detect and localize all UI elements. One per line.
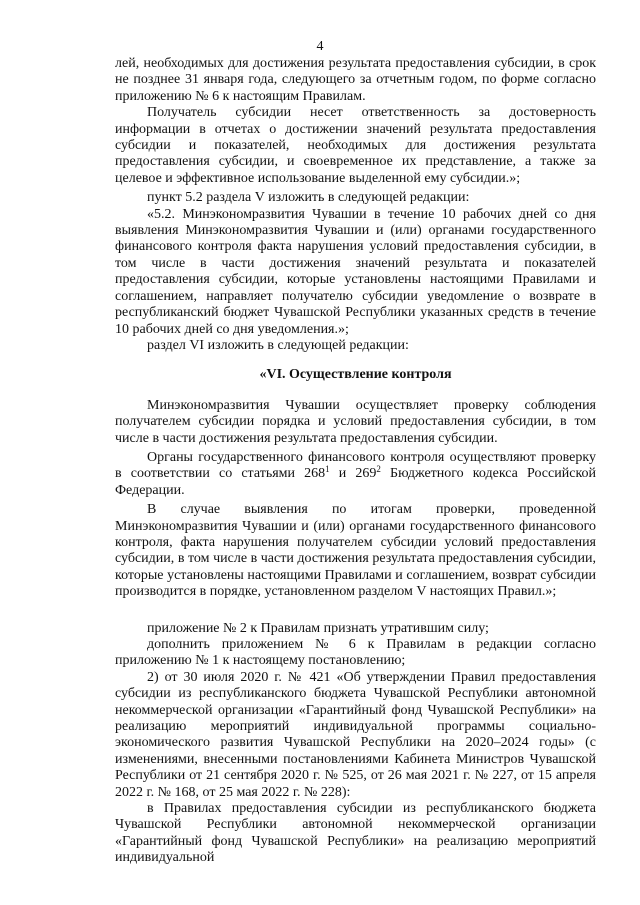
budget-text-part1: Органы государственного финансового контроля осуществляют проверку в соответствии со статьями 268 — [115, 449, 596, 482]
paragraph-violation: В случае выявления по итогам проверки, проведенной Минэкономразвития Чувашии и (или) органами государственного финансового контроля, факта нарушения получателем субсидии условий предоставления субсидии, в том числе в части достижения результата предоставления субсидии, которые установлены настоящими Правилами и соглашением, возврат субсидии производится в порядке, установленном разделом V настоящих Правил.»; — [115, 502, 596, 600]
budget-sup-2: 2 — [376, 464, 381, 475]
paragraph-continuation: лей, необходимых для достижения результата предоставления субсидии, в срок не позднее 31 января года, следующего за отчетным годом, по форме согласно приложению № 6 к настоящим Правилам. — [115, 56, 596, 104]
paragraph-control: Минэкономразвития Чувашии осуществляет проверку соблюдения получателем субсидии порядка и условий предоставления субсидии, в том числе в части достижения результата предоставления субсидии. — [115, 397, 596, 446]
paragraph-financial-control — [115, 450, 596, 499]
paragraph-amend-5-2: пункт 5.2 раздела V изложить в следующей редакции: — [147, 190, 470, 206]
budget-text-part2: и 269 — [329, 466, 377, 482]
paragraph-amend-section-vi: раздел VI изложить в следующей редакции: — [147, 337, 409, 353]
paragraph-add-appendix: дополнить приложением № 6 к Правилам в редакции согласно приложению № 1 к настоящему постановлению; — [115, 637, 596, 669]
paragraph-appendix-void: приложение № 2 к Правилам признать утратившим силу; — [147, 620, 489, 636]
document-body — [115, 56, 596, 867]
paragraph-resolution-421: 2) от 30 июля 2020 г. № 421 «Об утверждении Правил предоставления субсидии из республиканского бюджета Чувашской Республики автономной некоммерческой организации «Гарантийный фонд Чувашской Республики» на реализацию мероприятий индивидуальной программы социально-экономического развития Чувашской Республики на 2020–2024 годы» (с изменениями, внесенными постановлениями Кабинета Министров Чувашской Республики от 21 сентября 2020 г. № 525, от 26 мая 2021 г. № 227, от 15 апреля 2022 г. № 168, от 25 мая 2022 г. № 228): — [115, 669, 596, 800]
budget-sup-1: 1 — [325, 464, 330, 475]
budget-text-part3: Бюджетного кодекса Российской Федерации. — [115, 466, 597, 498]
paragraph-rules-amend: в Правилах предоставления субсидии из республиканского бюджета Чувашской Республики автономной некоммерческой организации «Гарантийный фонд Чувашской Республики» на реализацию мероприятий индивидуальной — [115, 801, 596, 866]
section-heading: «VI. Осуществление контроля — [259, 367, 452, 383]
page-number: 4 — [316, 39, 324, 54]
paragraph-clause-5-2: «5.2. Минэкономразвития Чувашии в течение 10 рабочих дней со дня выявления Минэкономразвития Чувашии и (или) органами государственного финансового контроля факта нарушения условий предоставления субсидии, в том числе в части достижения значений результата и показателей предоставления субсидии, которые установлены настоящими Правилами и соглашением, направляет получателю субсидии уведомление о возврате в республиканский бюджет Чувашской Республики указанных средств в течение 10 рабочих дней со дня уведомления.»; — [115, 206, 596, 337]
paragraph-responsibility: Получатель субсидии несет ответственность за достоверность информации в отчетах о достижении значений результата предоставления субсидии и показателей, необходимых для достижения результата предоставления субсидии, и своевременное их представление, а также за целевое и эффективное использование выделенной ему субсидии.»; — [115, 105, 596, 186]
